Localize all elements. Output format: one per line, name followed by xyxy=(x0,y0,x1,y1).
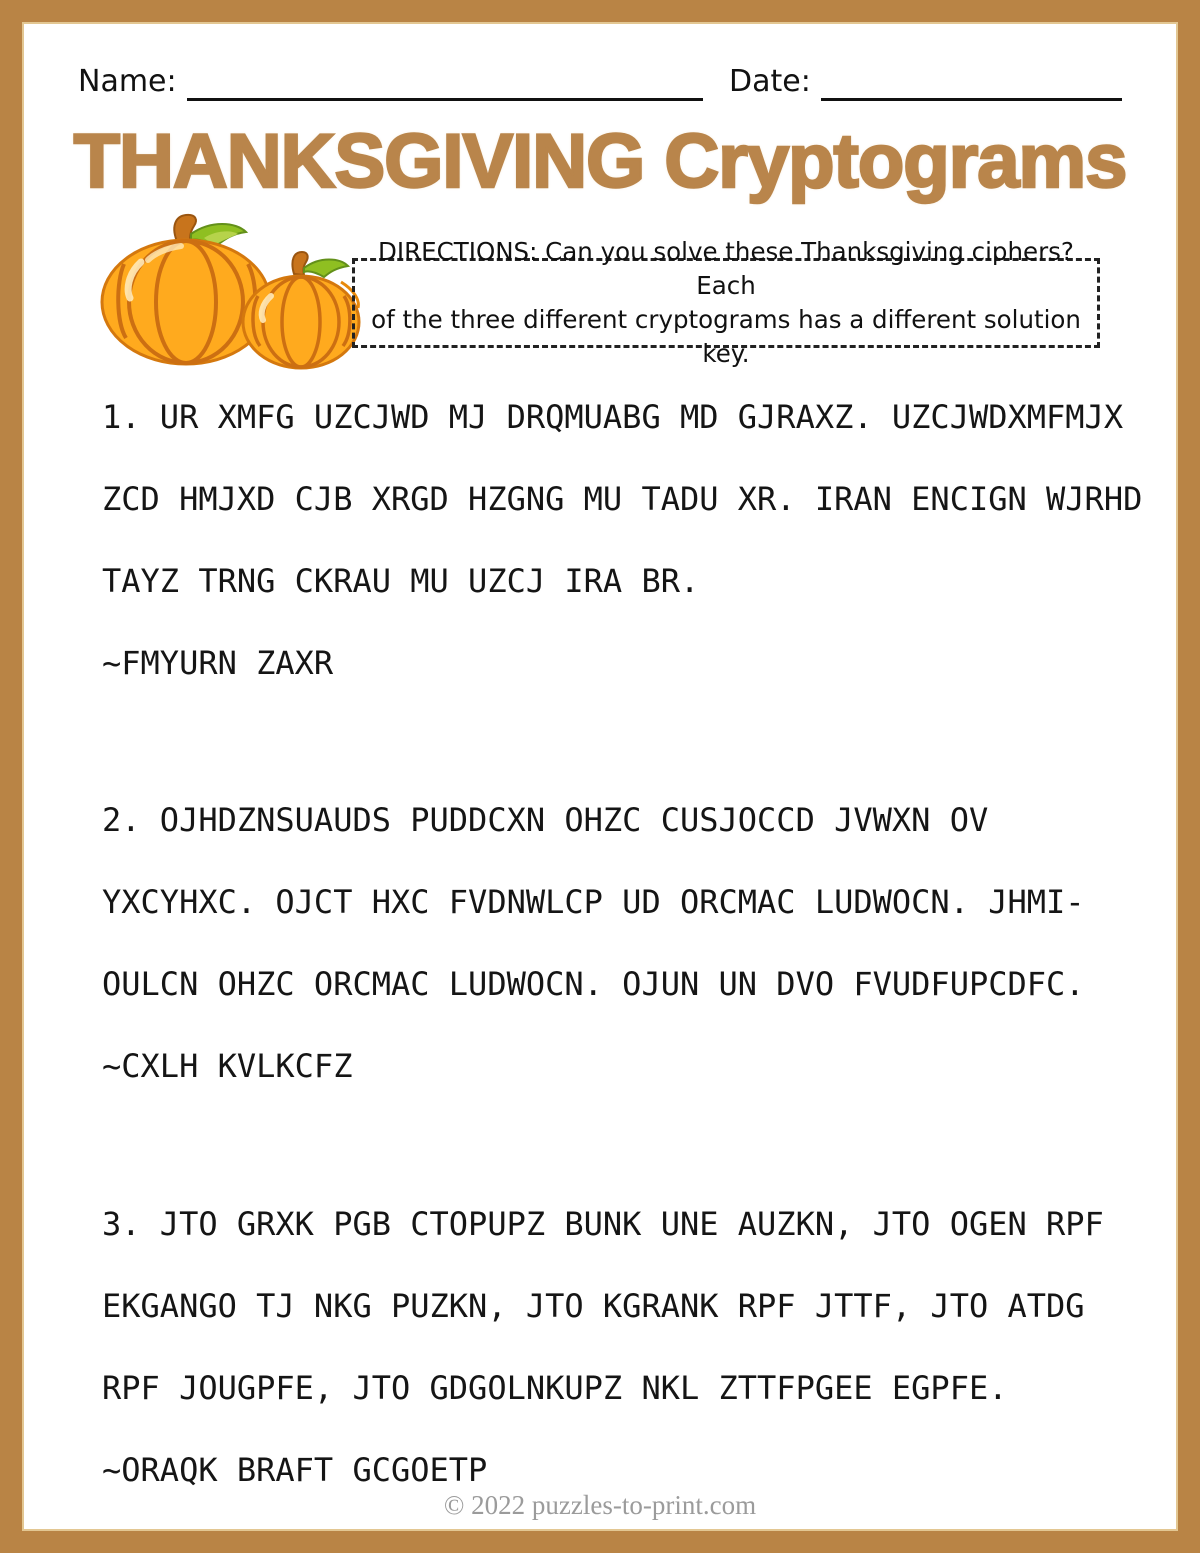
directions-text-line1: DIRECTIONS: Can you solve these Thanksgiving ciphers? Each xyxy=(378,237,1074,300)
pumpkins-icon xyxy=(86,212,361,370)
puzzle-attribution: ~ORAQK BRAFT GCGOETP xyxy=(102,1451,488,1489)
puzzle-line: TAYZ TRNG CKRAU MU UZCJ IRA BR. xyxy=(102,562,700,600)
puzzle-line: YXCYHXC. OJCT HXC FVDNWLCP UD ORCMAC LUDWOCN. JHMI- xyxy=(102,883,1085,921)
puzzle-attribution: ~FMYURN ZAXR xyxy=(102,644,334,682)
date-write-line[interactable] xyxy=(821,62,1122,101)
puzzle-line: 3. JTO GRXK PGB CTOPUPZ BUNK UNE AUZKN, JTO OGEN RPF xyxy=(102,1205,1104,1243)
big-pumpkin xyxy=(102,215,270,364)
puzzle-line: RPF JOUGPFE, JTO GDGOLNKUPZ NKL ZTTFPGEE EGPFE. xyxy=(102,1369,1008,1407)
puzzle-line: 1. UR XMFG UZCJWD MJ DRQMUABG MD GJRAXZ. UZCJWDXMFMJX xyxy=(102,398,1124,436)
puzzle-line: OULCN OHZC ORCMAC LUDWOCN. OJUN UN DVO FVUDFUPCDFC. xyxy=(102,965,1085,1003)
puzzle-line: 2. OJHDZNSUAUDS PUDDCXN OHZC CUSJOCCD JVWXN OV xyxy=(102,801,989,839)
small-pumpkin xyxy=(243,252,359,368)
cryptogram-puzzle-2 xyxy=(102,790,1128,1118)
cryptogram-puzzle-1 xyxy=(102,387,1143,715)
directions-box xyxy=(352,237,1100,368)
directions-text-line2: of the three different cryptograms has a different solution key. xyxy=(371,305,1081,368)
puzzle-line: ZCD HMJXD CJB XRGD HZGNG MU TADU XR. IRAN ENCIGN WJRHD xyxy=(102,480,1143,518)
puzzle-line: EKGANGO TJ NKG PUZKN, JTO KGRANK RPF JTTF, JTO ATDG xyxy=(102,1287,1085,1325)
name-write-line[interactable] xyxy=(187,62,703,101)
puzzle-attribution: ~CXLH KVLKCFZ xyxy=(102,1047,353,1085)
cryptogram-puzzle-3 xyxy=(102,1194,1128,1522)
footer-copyright: © 2022 puzzles-to-print.com xyxy=(443,1490,757,1520)
name-label: Name: xyxy=(78,64,177,99)
page-title: THANKSGIVING Cryptograms xyxy=(73,119,1127,204)
name-date-row xyxy=(78,62,1122,101)
date-label: Date: xyxy=(728,64,811,99)
